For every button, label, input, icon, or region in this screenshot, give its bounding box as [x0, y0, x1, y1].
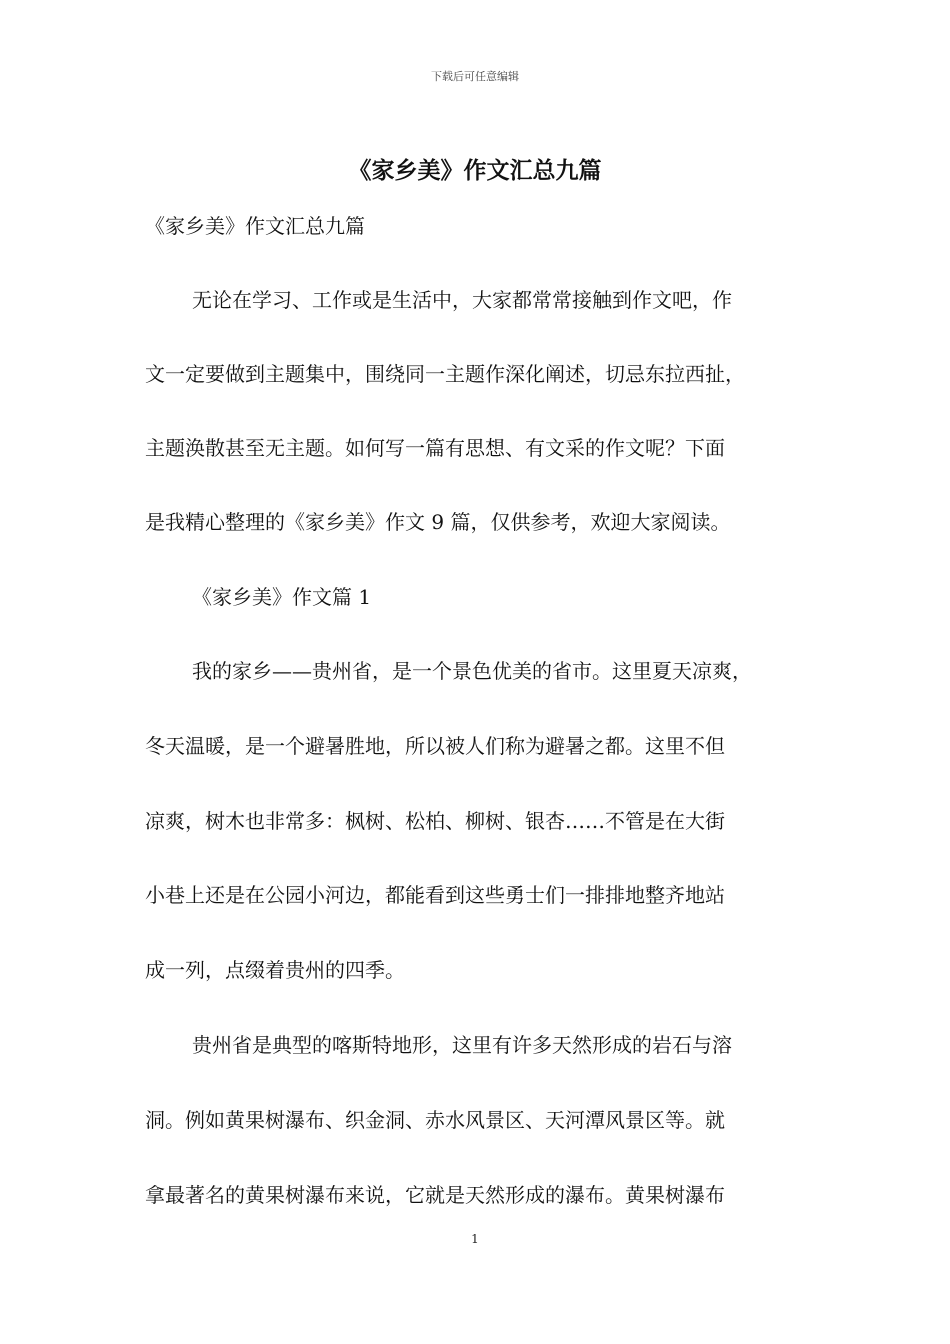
intro-line-4: 是我精心整理的《家乡美》作文 9 篇，仅供参考，欢迎大家阅读。 [145, 510, 731, 534]
para2-line-3: 拿最著名的黄果树瀑布来说，它就是天然形成的瀑布。黄果树瀑布 [145, 1183, 725, 1207]
header-note: 下载后可任意编辑 [431, 70, 519, 83]
para1-line-3: 凉爽，树木也非常多：枫树、松柏、柳树、银杏……不管是在大街 [145, 809, 725, 833]
para1-line-2: 冬天温暖，是一个避暑胜地，所以被人们称为避暑之都。这里不但 [145, 734, 725, 758]
para1-line-1: 我的家乡——贵州省，是一个景色优美的省市。这里夏天凉爽， [192, 659, 752, 683]
section-heading: 《家乡美》作文篇 1 [192, 585, 372, 609]
page-number: 1 [471, 1232, 479, 1246]
document-title: 《家乡美》作文汇总九篇 [348, 157, 602, 184]
para2-line-1: 贵州省是典型的喀斯特地形，这里有许多天然形成的岩石与溶 [192, 1033, 732, 1057]
para2-line-2: 洞。例如黄果树瀑布、织金洞、赤水风景区、天河潭风景区等。就 [145, 1108, 725, 1132]
intro-line-2: 文一定要做到主题集中，围绕同一主题作深化阐述，切忌东拉西扯， [145, 362, 745, 386]
para1-line-4: 小巷上还是在公园小河边，都能看到这些勇士们一排排地整齐地站 [145, 883, 725, 907]
para1-line-5: 成一列，点缀着贵州的四季。 [145, 958, 405, 982]
intro-line-1: 无论在学习、工作或是生活中，大家都常常接触到作文吧，作 [192, 288, 732, 312]
subtitle-line: 《家乡美》作文汇总九篇 [145, 214, 365, 238]
intro-line-3: 主题涣散甚至无主题。如何写一篇有思想、有文采的作文呢？下面 [145, 436, 725, 460]
